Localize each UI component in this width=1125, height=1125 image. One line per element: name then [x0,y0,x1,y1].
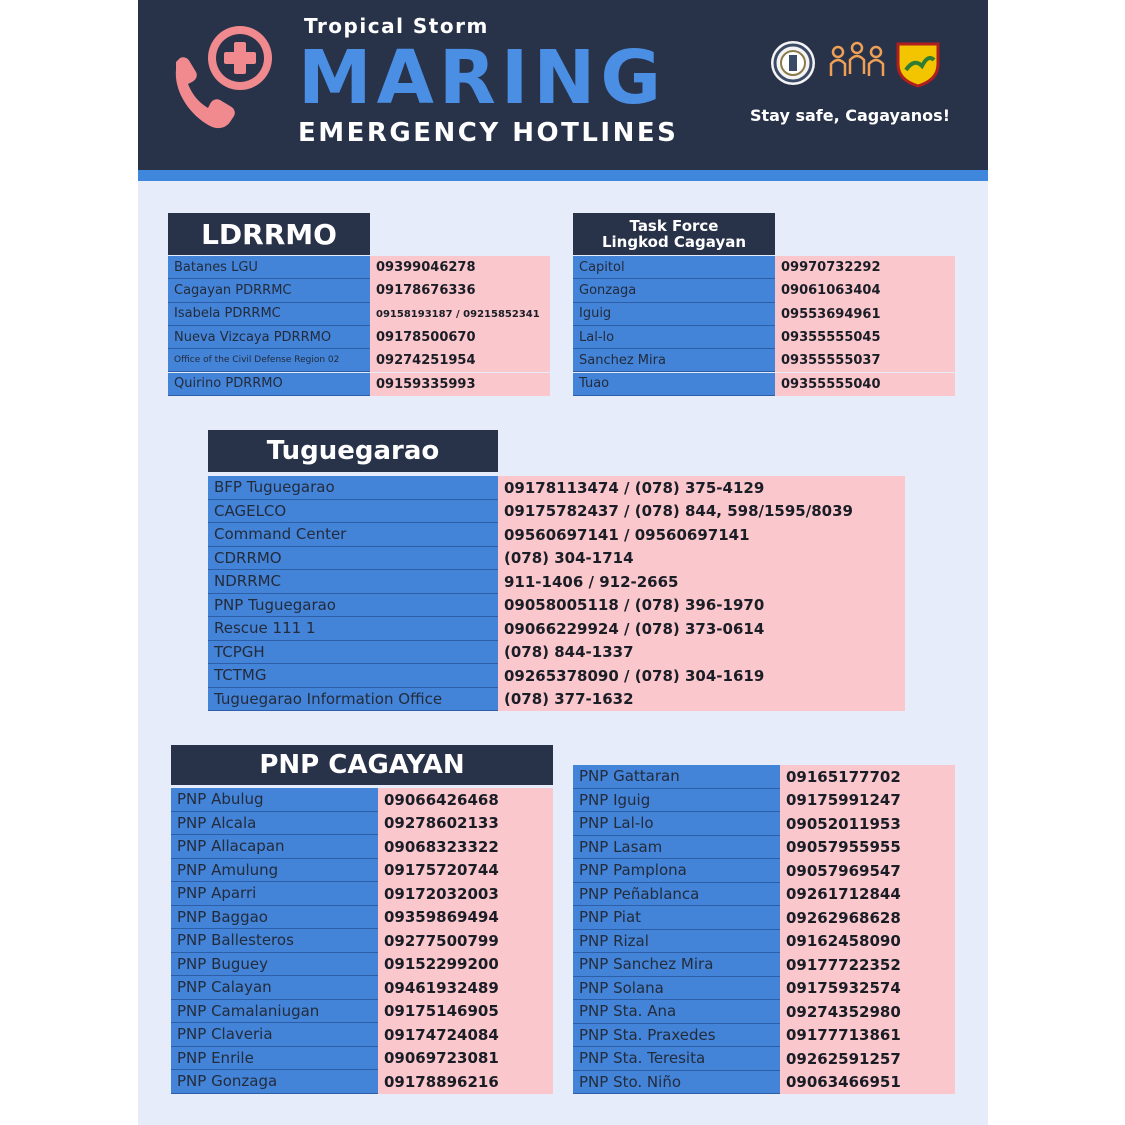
contact-number[interactable]: 09355555040 [775,373,955,396]
contact-name: Tuao [573,373,775,396]
contact-name: PNP Sta. Praxedes [573,1024,780,1048]
contact-number[interactable]: 09262591257 [780,1047,955,1071]
pnp-row [573,1071,955,1095]
contact-number[interactable]: 09261712844 [780,883,955,907]
tuguegarao-row [208,500,905,524]
pnp-row [171,1000,553,1024]
contact-name: Tuguegarao Information Office [208,688,498,712]
contact-name: PNP Lasam [573,836,780,860]
contact-name: Capitol [573,256,775,279]
contact-name: PNP Alcala [171,812,378,836]
tuguegarao-row [208,664,905,688]
phone-medical-icon [166,18,281,138]
ldrrmo-row [168,326,550,349]
tuguegarao-row [208,523,905,547]
contact-name: PNP Solana [573,977,780,1001]
contact-number[interactable]: 09162458090 [780,930,955,954]
shield-icon [894,40,942,88]
pnp-row [573,1000,955,1024]
contact-number[interactable]: 09063466951 [780,1071,955,1095]
tuguegarao-row [208,476,905,500]
contact-name: Office of the Civil Defense Region 02 [168,349,370,372]
pnp-cagayan-title-text: PNP CAGAYAN [259,749,465,780]
contact-number[interactable]: 09178676336 [370,279,550,302]
contact-name: CDRRMO [208,547,498,571]
contact-number[interactable]: 09159335993 [370,373,550,396]
contact-number[interactable]: 09061063404 [775,279,955,302]
tuguegarao-title-text: Tuguegarao [266,435,440,466]
pnp-row [573,977,955,1001]
contact-number[interactable]: 09970732292 [775,256,955,279]
contact-name: PNP Piat [573,906,780,930]
task-force-title-text: Task Force [629,217,719,235]
header-divider [138,170,988,181]
contact-number[interactable]: 09057955955 [780,836,955,860]
contact-number[interactable]: (078) 377-1632 [498,688,905,712]
tuguegarao-row [208,688,905,712]
hotline-poster [138,0,988,1125]
contact-name: Command Center [208,523,498,547]
tuguegarao-row [208,617,905,641]
contact-number[interactable]: 09355555037 [775,349,955,372]
contact-number[interactable]: 09177713861 [780,1024,955,1048]
ldrrmo-title-text: LDRRMO [201,217,337,251]
task-force-row [573,256,955,279]
contact-name: Iguig [573,303,775,326]
task-force-title [573,213,775,255]
contact-number[interactable]: 09262968628 [780,906,955,930]
contact-name: Lal-lo [573,326,775,349]
task-force-row [573,303,955,326]
contact-number[interactable]: 09175991247 [780,789,955,813]
pnp-row [573,1024,955,1048]
contact-name: PNP Ballesteros [171,929,378,953]
pnp-row [171,1047,553,1071]
contact-number[interactable]: 09277500799 [378,929,553,953]
pnp-row [573,859,955,883]
header-subtitle: Tropical Storm [304,14,489,38]
pnp-row [573,765,955,789]
contact-name: PNP Rizal [573,930,780,954]
contact-name: PNP Amulung [171,859,378,883]
contact-name: PNP Buguey [171,953,378,977]
contact-number[interactable]: 09165177702 [780,765,955,789]
contact-number[interactable]: 09057969547 [780,859,955,883]
contact-name: PNP Tuguegarao [208,594,498,618]
contact-name: PNP Aparri [171,882,378,906]
contact-number[interactable]: 09066426468 [378,788,553,812]
contact-number[interactable]: 09068323322 [378,835,553,859]
contact-number[interactable]: 09175782437 / (078) 844, 598/1595/8039 [498,500,905,524]
contact-name: TCTMG [208,664,498,688]
contact-name: PNP Lal-lo [573,812,780,836]
contact-name: PNP Iguig [573,789,780,813]
contact-name: PNP Claveria [171,1023,378,1047]
contact-name: Sanchez Mira [573,349,775,372]
contact-name: Rescue 111 1 [208,617,498,641]
pnp-row [573,883,955,907]
contact-name: PNP Peñablanca [573,883,780,907]
pnp-row [573,906,955,930]
contact-number[interactable]: 09355555045 [775,326,955,349]
contact-number[interactable]: 09359869494 [378,906,553,930]
contact-number[interactable]: 09175146905 [378,1000,553,1024]
tuguegarao-row [208,547,905,571]
ldrrmo-row [168,373,550,396]
ldrrmo-row [168,303,550,326]
contact-number[interactable]: 09152299200 [378,953,553,977]
contact-number[interactable]: 911-1406 / 912-2665 [498,570,905,594]
header-title: MARING [298,35,667,121]
contact-number[interactable]: 09174724084 [378,1023,553,1047]
contact-number[interactable]: (078) 844-1337 [498,641,905,665]
contact-name: PNP Sto. Niño [573,1071,780,1095]
task-force-row [573,279,955,302]
contact-name: Cagayan PDRRMC [168,279,370,302]
task-force-row [573,349,955,372]
tuguegarao-row [208,594,905,618]
contact-number[interactable]: 09175932574 [780,977,955,1001]
header-title-2: EMERGENCY HOTLINES [298,118,679,148]
people-icon [828,40,886,86]
contact-number[interactable]: 09278602133 [378,812,553,836]
contact-name: PNP Calayan [171,976,378,1000]
pnp-row [171,812,553,836]
pnp-row [573,953,955,977]
task-force-row [573,373,955,396]
pnp-row [573,812,955,836]
contact-name: TCPGH [208,641,498,665]
pnp-row [171,976,553,1000]
contact-number[interactable]: 09052011953 [780,812,955,836]
pnp-cagayan-title [171,745,553,785]
contact-number[interactable]: 09178896216 [378,1070,553,1094]
contact-number[interactable]: 09177722352 [780,953,955,977]
contact-name: PNP Camalaniugan [171,1000,378,1024]
contact-name: PNP Sanchez Mira [573,953,780,977]
contact-number[interactable]: 09178500670 [370,326,550,349]
pnp-row [573,930,955,954]
contact-number[interactable]: 09066229924 / (078) 373-0614 [498,617,905,641]
contact-number[interactable]: 09069723081 [378,1047,553,1071]
contact-name: Isabela PDRRMC [168,303,370,326]
contact-name: PNP Allacapan [171,835,378,859]
contact-name: Batanes LGU [168,256,370,279]
contact-number[interactable]: (078) 304-1714 [498,547,905,571]
ldrrmo-title [168,213,370,255]
pnp-row [171,835,553,859]
contact-name: Nueva Vizcaya PDRRMO [168,326,370,349]
pnp-row [573,1047,955,1071]
contact-number[interactable]: 09158193187 / 09215852341 [370,303,550,326]
contact-number[interactable]: 09274352980 [780,1000,955,1024]
pnp-row [573,836,955,860]
contact-number[interactable]: 09172032003 [378,882,553,906]
contact-name: PNP Baggao [171,906,378,930]
contact-number[interactable]: 09265378090 / (078) 304-1619 [498,664,905,688]
contact-number[interactable]: 09560697141 / 09560697141 [498,523,905,547]
pnp-row [171,1070,553,1094]
contact-name: PNP Enrile [171,1047,378,1071]
header-slogan: Stay safe, Cagayanos! [750,106,950,125]
contact-name: Gonzaga [573,279,775,302]
contact-name: BFP Tuguegarao [208,476,498,500]
contact-number[interactable]: 09461932489 [378,976,553,1000]
contact-name: Quirino PDRRMO [168,373,370,396]
contact-number[interactable]: 09399046278 [370,256,550,279]
pnp-row [171,859,553,883]
contact-name: PNP Pamplona [573,859,780,883]
pnp-row [171,788,553,812]
seal-icon [770,40,816,86]
tuguegarao-row [208,641,905,665]
tuguegarao-row [208,570,905,594]
contact-name: CAGELCO [208,500,498,524]
contact-name: NDRRMC [208,570,498,594]
contact-number[interactable]: 09178113474 / (078) 375-4129 [498,476,905,500]
ldrrmo-row [168,349,550,372]
contact-name: PNP Sta. Ana [573,1000,780,1024]
contact-number[interactable]: 09553694961 [775,303,955,326]
ldrrmo-row [168,256,550,279]
poster-header [138,0,988,170]
ldrrmo-row [168,279,550,302]
pnp-row [171,1023,553,1047]
pnp-row [171,906,553,930]
pnp-row [171,882,553,906]
pnp-row [171,953,553,977]
pnp-row [171,929,553,953]
pnp-row [573,789,955,813]
contact-number[interactable]: 09058005118 / (078) 396-1970 [498,594,905,618]
task-force-row [573,326,955,349]
contact-name: PNP Abulug [171,788,378,812]
tuguegarao-title [208,430,498,472]
contact-number[interactable]: 09274251954 [370,349,550,372]
contact-name: PNP Gonzaga [171,1070,378,1094]
contact-name: PNP Sta. Teresita [573,1047,780,1071]
contact-name: PNP Gattaran [573,765,780,789]
contact-number[interactable]: 09175720744 [378,859,553,883]
task-force-title-text: Lingkod Cagayan [601,233,747,251]
